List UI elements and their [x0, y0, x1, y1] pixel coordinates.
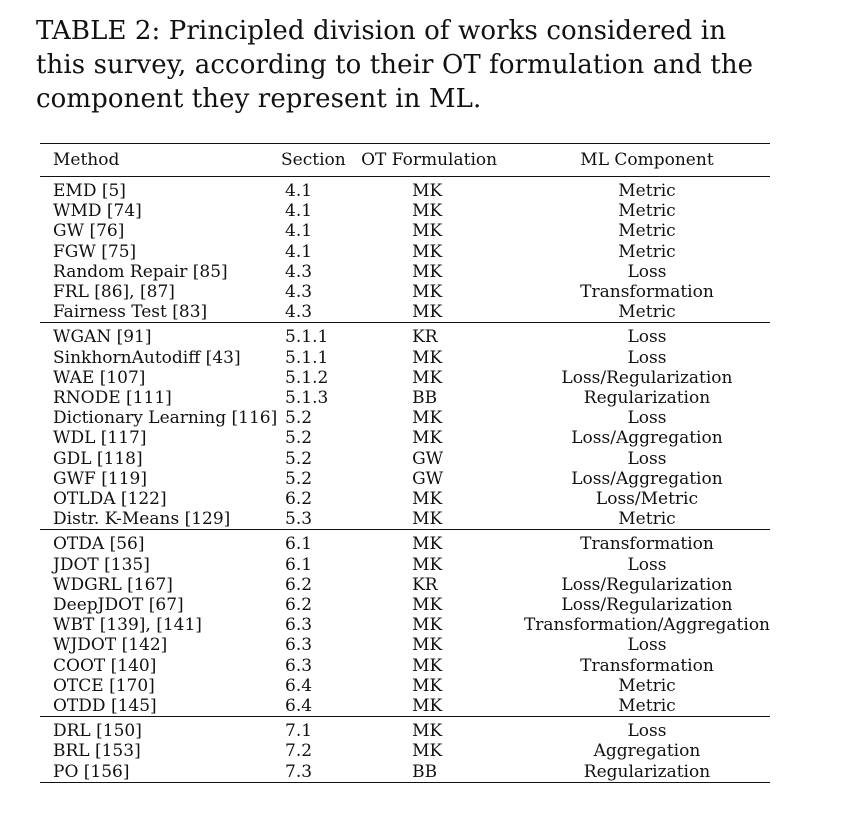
cell-ml-component: Loss: [627, 261, 667, 282]
cell-section: 4.1: [285, 181, 313, 201]
table-row: [40, 242, 770, 262]
header-method: Method: [40, 144, 281, 177]
cell-method: FRL [86], [87]: [53, 282, 175, 303]
cell-ot-formulation: MK: [412, 489, 443, 510]
cell-ml-component: Metric: [524, 302, 770, 323]
table-row: [40, 181, 770, 201]
cell-ot-formulation: MK: [412, 721, 443, 742]
cell-ot-formulation: MK: [412, 595, 443, 616]
cell-ot-formulation: MK: [412, 428, 443, 449]
table-row: [40, 615, 770, 635]
cell-section: 4.3: [285, 282, 313, 303]
table-row: [40, 656, 770, 676]
cell-method: SinkhornAutodiff [43]: [53, 347, 241, 368]
cell-ml-component: Metric: [618, 241, 676, 262]
header-section: Section: [281, 144, 357, 177]
cell-method: WDGRL [167]: [53, 574, 173, 595]
cell-ot-formulation: BB: [412, 388, 438, 409]
cell-ml-component: Metric: [618, 675, 676, 696]
cell-section: 5.2: [285, 448, 313, 469]
cell-ot-formulation: KR: [412, 327, 438, 348]
table-row: [40, 221, 770, 241]
table-row: [40, 348, 770, 368]
cell-ml-component: Loss: [627, 635, 667, 656]
cell-section: 6.3: [285, 635, 313, 656]
cell-method: BRL [153]: [53, 741, 141, 762]
cell-ml-component: Loss/Regularization: [561, 574, 733, 595]
cell-ml-component: Loss: [627, 448, 667, 469]
cell-section: 6.3: [285, 655, 313, 676]
cell-method: OTLDA [122]: [53, 489, 167, 510]
cell-ot-formulation: MK: [357, 302, 524, 323]
cell-section: 5.1.1: [285, 327, 329, 348]
table-row: [40, 388, 770, 408]
cell-ot-formulation: MK: [412, 675, 443, 696]
header-ot-formulation: OT Formulation: [357, 144, 524, 177]
cell-section: 6.4: [281, 696, 357, 717]
cell-ot-formulation: MK: [412, 655, 443, 676]
table-row: [40, 509, 770, 530]
cell-ot-formulation: GW: [412, 448, 444, 469]
cell-section: 5.1.1: [285, 347, 329, 368]
cell-method: WAE [107]: [53, 367, 146, 388]
cell-method: WMD [74]: [53, 201, 142, 222]
works-table: [40, 143, 770, 783]
cell-ot-formulation: MK: [412, 534, 443, 555]
cell-method: RNODE [111]: [53, 388, 172, 409]
cell-ot-formulation: MK: [412, 347, 443, 368]
cell-section: 6.4: [285, 675, 313, 696]
table-row: [40, 555, 770, 575]
table-row: [40, 489, 770, 509]
cell-method: GDL [118]: [53, 448, 143, 469]
table-row: [40, 635, 770, 655]
cell-ot-formulation: BB: [357, 762, 524, 783]
cell-ot-formulation: KR: [412, 574, 438, 595]
cell-ml-component: Metric: [618, 181, 676, 201]
cell-ml-component: Loss/Aggregation: [571, 428, 723, 449]
cell-ot-formulation: MK: [412, 282, 443, 303]
table-row: [40, 762, 770, 783]
cell-method: WJDOT [142]: [53, 635, 168, 656]
cell-ml-component: Transformation: [580, 534, 714, 555]
cell-section: 5.1.2: [285, 367, 329, 388]
cell-ml-component: Aggregation: [593, 741, 701, 762]
cell-ml-component: Loss/Regularization: [561, 595, 733, 616]
cell-section: 6.2: [285, 574, 313, 595]
cell-ml-component: Metric: [618, 221, 676, 242]
cell-method: OTDD [145]: [40, 696, 281, 717]
cell-section: 5.3: [281, 509, 357, 530]
cell-section: 5.2: [285, 428, 313, 449]
cell-method: EMD [5]: [53, 181, 126, 201]
cell-section: 4.3: [281, 302, 357, 323]
cell-ml-component: Loss: [627, 721, 667, 742]
cell-section: 5.2: [285, 468, 313, 489]
cell-section: 4.1: [285, 221, 313, 242]
cell-ot-formulation: MK: [412, 367, 443, 388]
cell-ml-component: Loss/Metric: [595, 489, 699, 510]
cell-ml-component: Loss: [627, 554, 667, 575]
cell-ot-formulation: MK: [412, 635, 443, 656]
cell-ot-formulation: MK: [412, 408, 443, 429]
table-row: [40, 741, 770, 761]
cell-ml-component: Metric: [524, 509, 770, 530]
table-row: [40, 575, 770, 595]
cell-ot-formulation: MK: [357, 509, 524, 530]
table-row: [40, 534, 770, 554]
table-row: [40, 302, 770, 323]
cell-ot-formulation: MK: [412, 201, 443, 222]
cell-ot-formulation: MK: [412, 221, 443, 242]
cell-ml-component: Transformation: [580, 282, 714, 303]
table-row: [40, 282, 770, 302]
cell-section: 7.1: [285, 721, 313, 742]
header-row: [40, 144, 770, 177]
cell-section: 5.2: [285, 408, 313, 429]
table-row: [40, 449, 770, 469]
cell-ml-component: Metric: [524, 696, 770, 717]
table-row: [40, 201, 770, 221]
cell-method: Dictionary Learning [116]: [53, 408, 278, 429]
cell-ml-component: Metric: [618, 201, 676, 222]
table-body: [40, 177, 770, 783]
cell-section: 4.1: [285, 241, 313, 262]
table-row: [40, 469, 770, 489]
cell-ot-formulation: MK: [412, 241, 443, 262]
cell-ot-formulation: GW: [412, 468, 444, 489]
cell-method: OTDA [56]: [53, 534, 145, 555]
cell-method: WGAN [91]: [53, 327, 152, 348]
cell-section: 6.1: [285, 554, 313, 575]
table-row: [40, 721, 770, 741]
cell-ml-component: Loss/Aggregation: [571, 468, 723, 489]
cell-ml-component: Regularization: [524, 762, 770, 783]
cell-ml-component: Loss: [627, 408, 667, 429]
cell-section: 4.1: [285, 201, 313, 222]
cell-method: GWF [119]: [53, 468, 147, 489]
cell-method: DRL [150]: [53, 721, 142, 742]
cell-method: FGW [75]: [53, 241, 137, 262]
header-ml-component: ML Component: [524, 144, 770, 177]
cell-method: Fairness Test [83]: [40, 302, 281, 323]
cell-section: 6.2: [285, 489, 313, 510]
cell-ml-component: Transformation/Aggregation: [523, 615, 770, 636]
table-row: [40, 676, 770, 696]
cell-method: PO [156]: [40, 762, 281, 783]
cell-section: 7.2: [285, 741, 313, 762]
cell-ml-component: Loss/Regularization: [561, 367, 733, 388]
table-caption: TABLE 2: Principled division of works considered in this survey, according to their OT formulation and the component they represent in ML.: [36, 16, 754, 114]
cell-method: DeepJDOT [67]: [53, 595, 184, 616]
cell-method: WDL [117]: [53, 428, 147, 449]
cell-section: 7.3: [281, 762, 357, 783]
cell-ot-formulation: MK: [412, 261, 443, 282]
table-row: [40, 368, 770, 388]
cell-ml-component: Loss: [627, 347, 667, 368]
cell-ml-component: Transformation: [580, 655, 714, 676]
cell-ot-formulation: MK: [412, 741, 443, 762]
cell-method: WBT [139], [141]: [53, 615, 202, 636]
cell-method: Random Repair [85]: [53, 261, 228, 282]
cell-section: 6.3: [285, 615, 313, 636]
cell-ot-formulation: MK: [412, 615, 443, 636]
cell-ot-formulation: MK: [412, 554, 443, 575]
cell-method: Distr. K-Means [129]: [40, 509, 281, 530]
table-row: [40, 428, 770, 448]
cell-ml-component: Loss: [627, 327, 667, 348]
cell-ot-formulation: MK: [412, 181, 443, 201]
cell-method: JDOT [135]: [53, 554, 150, 575]
table-row: [40, 595, 770, 615]
table-row: [40, 696, 770, 717]
cell-method: GW [76]: [53, 221, 125, 242]
cell-section: 6.1: [285, 534, 313, 555]
cell-method: COOT [140]: [53, 655, 157, 676]
cell-method: OTCE [170]: [53, 675, 155, 696]
cell-ot-formulation: MK: [357, 696, 524, 717]
cell-section: 6.2: [285, 595, 313, 616]
table-row: [40, 262, 770, 282]
cell-section: 4.3: [285, 261, 313, 282]
table-row: [40, 327, 770, 347]
table-row: [40, 408, 770, 428]
cell-section: 5.1.3: [285, 388, 329, 409]
cell-ml-component: Regularization: [583, 388, 711, 409]
